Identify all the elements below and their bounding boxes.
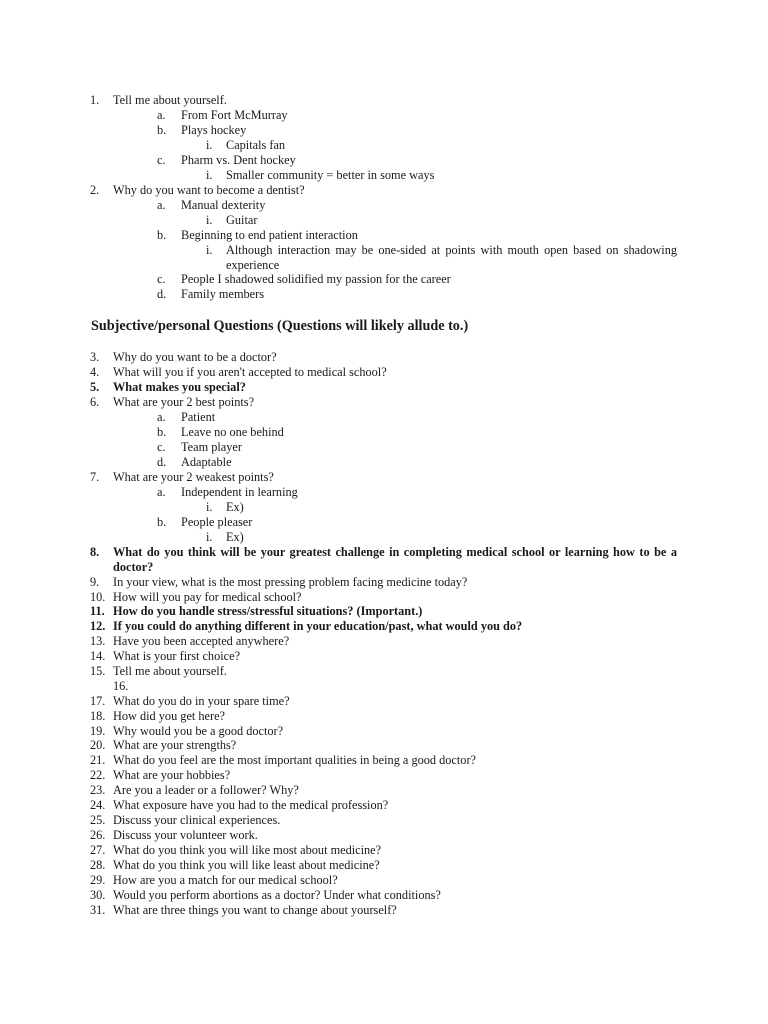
- item-number: 17.: [90, 694, 106, 708]
- item-text: What do you think you will like least about medicine?: [113, 858, 380, 872]
- sub-item-label: b.: [157, 515, 167, 529]
- item-text: What are three things you want to change about yourself?: [113, 903, 397, 917]
- item-text: How will you pay for medical school?: [113, 590, 302, 604]
- sub-item-text: Plays hockey: [181, 123, 247, 137]
- item-number: 31.: [90, 903, 106, 917]
- item-text: What do you think you will like most about medicine?: [113, 843, 382, 857]
- sub-sub-item-text: Although interaction may be one-sided at points with mouth open based on shadowing: [226, 243, 677, 257]
- item-number: 28.: [90, 858, 106, 872]
- item-number: 13.: [90, 634, 106, 648]
- item-number: 16.: [113, 679, 129, 693]
- sub-item-label: a.: [157, 198, 166, 212]
- item-number: 14.: [90, 649, 106, 663]
- sub-item-text: People I shadowed solidified my passion for the career: [181, 272, 451, 286]
- item-number: 22.: [90, 768, 106, 782]
- section-heading: Subjective/personal Questions (Questions will likely allude to.): [91, 318, 469, 334]
- sub-sub-item-label: i.: [206, 530, 213, 544]
- item-number: 9.: [90, 575, 100, 589]
- sub-item-label: b.: [157, 228, 167, 242]
- sub-item-label: c.: [157, 440, 166, 454]
- item-text: Discuss your volunteer work.: [113, 828, 258, 842]
- sub-item-label: b.: [157, 425, 167, 439]
- item-text: doctor?: [113, 560, 154, 574]
- item-number: 23.: [90, 783, 106, 797]
- item-text: How did you get here?: [113, 709, 226, 723]
- sub-sub-item-label: i.: [206, 243, 213, 257]
- sub-item-text: Family members: [181, 287, 264, 301]
- sub-sub-item-label: i.: [206, 500, 213, 514]
- item-number: 18.: [90, 709, 106, 723]
- item-number: 25.: [90, 813, 106, 827]
- sub-item-text: Leave no one behind: [181, 425, 284, 439]
- item-number: 1.: [90, 93, 100, 107]
- item-number: 2.: [90, 183, 100, 197]
- item-text: Tell me about yourself.: [113, 664, 227, 678]
- item-number: 30.: [90, 888, 106, 902]
- item-text: What makes you special?: [113, 380, 246, 394]
- sub-sub-item-label: i.: [206, 168, 213, 182]
- item-text: How do you handle stress/stressful situations? (Important.): [113, 604, 423, 618]
- sub-item-text: Patient: [181, 410, 216, 424]
- item-text: If you could do anything different in your education/past, what would you do?: [113, 619, 523, 633]
- item-text: What are your strengths?: [113, 738, 237, 752]
- item-number: 20.: [90, 738, 106, 752]
- item-text: In your view, what is the most pressing problem facing medicine today?: [113, 575, 468, 589]
- sub-item-label: a.: [157, 485, 166, 499]
- sub-item-text: Adaptable: [181, 455, 232, 469]
- item-text: What is your first choice?: [113, 649, 241, 663]
- sub-item-label: b.: [157, 123, 167, 137]
- item-text: What do you think will be your greatest challenge in completing medical school or learning how to be a: [113, 545, 677, 559]
- sub-item-text: Independent in learning: [181, 485, 298, 499]
- sub-item-text: Pharm vs. Dent hockey: [181, 153, 296, 167]
- sub-item-text: Beginning to end patient interaction: [181, 228, 358, 242]
- item-number: 5.: [90, 380, 100, 394]
- sub-sub-item-text: Smaller community = better in some ways: [226, 168, 435, 182]
- item-number: 7.: [90, 470, 100, 484]
- item-text: Discuss your clinical experiences.: [113, 813, 281, 827]
- item-number: 4.: [90, 365, 100, 379]
- item-text: Tell me about yourself.: [113, 93, 227, 107]
- sub-item-label: c.: [157, 272, 166, 286]
- item-text: What exposure have you had to the medical profession?: [113, 798, 389, 812]
- item-text: What are your 2 weakest points?: [113, 470, 274, 484]
- item-number: 24.: [90, 798, 106, 812]
- item-text: What do you do in your spare time?: [113, 694, 290, 708]
- item-text: Why would you be a good doctor?: [113, 724, 284, 738]
- item-number: 3.: [90, 350, 100, 364]
- item-number: 29.: [90, 873, 106, 887]
- item-text: Would you perform abortions as a doctor? Under what conditions?: [113, 888, 441, 902]
- item-number: 15.: [90, 664, 106, 678]
- item-number: 26.: [90, 828, 106, 842]
- item-number: 12.: [90, 619, 106, 633]
- item-text: What are your 2 best points?: [113, 395, 255, 409]
- item-text: Have you been accepted anywhere?: [113, 634, 290, 648]
- sub-item-text: People pleaser: [181, 515, 253, 529]
- sub-item-text: From Fort McMurray: [181, 108, 288, 122]
- item-number: 10.: [90, 590, 106, 604]
- sub-sub-item-text: Capitals fan: [226, 138, 286, 152]
- item-number: 21.: [90, 753, 106, 767]
- item-number: 19.: [90, 724, 106, 738]
- item-text: Why do you want to become a dentist?: [113, 183, 305, 197]
- sub-item-label: a.: [157, 108, 166, 122]
- item-number: 6.: [90, 395, 100, 409]
- item-number: 11.: [90, 604, 105, 618]
- item-text: How are you a match for our medical school?: [113, 873, 338, 887]
- sub-sub-item-text: experience: [226, 258, 280, 272]
- sub-item-text: Team player: [181, 440, 242, 454]
- item-text: What will you if you aren't accepted to medical school?: [113, 365, 387, 379]
- sub-sub-item-text: Ex): [226, 530, 244, 544]
- sub-item-label: d.: [157, 287, 167, 301]
- sub-item-label: c.: [157, 153, 166, 167]
- sub-sub-item-text: Guitar: [226, 213, 258, 227]
- sub-sub-item-label: i.: [206, 213, 213, 227]
- sub-item-label: d.: [157, 455, 167, 469]
- item-text: Are you a leader or a follower? Why?: [113, 783, 299, 797]
- sub-sub-item-label: i.: [206, 138, 213, 152]
- sub-item-label: a.: [157, 410, 166, 424]
- item-number: 8.: [90, 545, 100, 559]
- sub-item-text: Manual dexterity: [181, 198, 266, 212]
- item-number: 27.: [90, 843, 106, 857]
- item-text: Why do you want to be a doctor?: [113, 350, 277, 364]
- sub-sub-item-text: Ex): [226, 500, 244, 514]
- item-text: What do you feel are the most important qualities in being a good doctor?: [113, 753, 476, 767]
- item-text: What are your hobbies?: [113, 768, 231, 782]
